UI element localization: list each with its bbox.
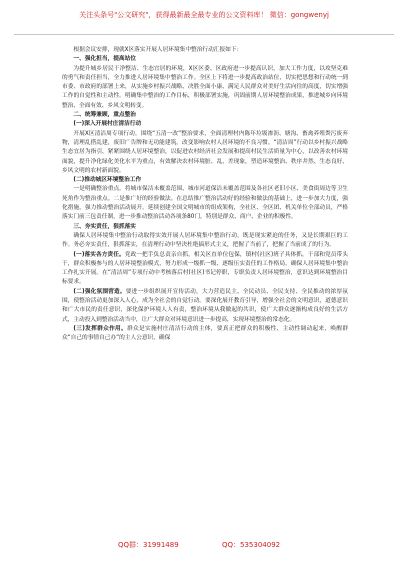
section-2-subtitle-2: (二)推动城区环境整治工作	[73, 177, 142, 184]
header-banner: 关注头条号"公文研究"，获得最新最全最专业的公文资料库！ 微信：gongwenyj	[79, 11, 329, 19]
section-3-paragraph-3	[62, 288, 348, 325]
section-3-paragraph-4	[62, 325, 348, 344]
section-3-text-3: 要进一步组织展开宣传活动，大力营造民主、全民动员、全民支持、全民推动的浓厚氛围，使整治活动更加深入人心，成为全社会的自觉行动。要深化展开教育引导，增强全社会的文明意识，道德意识和广大市民的责任意识，深化保护环境人人有责，整治环境从我做起的共识，使广大群众逐渐构成良好的生活方式，主动投入到整治活动当中，让广大群众对环境意识进一步提高，实现环境整治的常态化。	[62, 288, 348, 323]
section-1-title: 一、强化担当，提高站位	[73, 56, 136, 63]
page-footer	[0, 540, 408, 560]
section-3-paragraph-2	[62, 251, 348, 288]
intro-paragraph: 根据会议安排，现就X区落实开展人居环境集中整治行动汇报如下：	[73, 47, 243, 53]
page-header	[0, 0, 408, 38]
section-3-title: 三、夯实责任，狠抓落实	[73, 223, 136, 230]
section-2-subtitle-1: (一)深入开展村庄清洁行动	[73, 121, 142, 128]
section-3-lead-1: (一)落实各方责任。	[73, 251, 125, 258]
section-3-text-2: 党政一把手负总责亲自抓，相关区直单位包保，镇村(社区)班子具体抓，干部和党员带头干，群众积极参与的人居环境整治模式，努力形成一级抓一级、逐级压实责任的工作格局。确保人居环境集中整治工作扎实开展。在“清洁周”专项行动中考核落后村(社区)书记停职，专职负责人居环境整治，意识达到环境整治目标要求。	[62, 251, 349, 286]
section-2-title: 二、统筹兼顾，重点整治	[73, 112, 136, 119]
footer-qq-group: QQ群：31991489	[118, 541, 179, 549]
section-1-paragraph: 为提升城乡居民干净整洁、生态宜居的环境，X区区委、区政府进一步提高认识，加大工作力度，以攻坚克难的勇气和责任担当，全力推进人居环境集中整治工作。全区上下将进一步提高政治站位，切实把思想和行动统一到市委、市政府的部署上来，从实施乡村振兴战略、决胜全面小康、满足人民群众对美好生活向往的高度，切实增强工作的自觉性和主动性。明确集中整治的工作目标，积极部署实施，巩固前期人居环境整治成果，推进城乡向环境整治、全面有效、乡风文明转变。	[62, 65, 348, 109]
section-3-lead-3: (三)发挥群众作用。	[73, 325, 128, 332]
section-3-lead-2: (二)强化氛围营造。	[73, 288, 126, 295]
footer-qq-contact: QQ：535304092	[222, 541, 281, 549]
section-2-paragraph-1: 开展X区清洁周专项行动。围绕“五清一改”整治要求，全面清理村内陈年垃圾渗沥、塘沟、畜禽养殖粪污废弃物，清理乱搭乱建，废旧广告牌和无功能建筑。改变影响农村人居环境的不良习惯。“清洁周”行动以乡村振兴战略生态宜居为指引，紧紧围绕人居环境整治，以促进农村经济社会发展和提高村民生活质量为中心，以改善农村环境面貌，提升净化绿化美化水平为重点，有效解决农村环境脏、乱、差现象，塑造环境整治、秩序井然、生态良好、乡风文明的农村新面貌。	[62, 130, 348, 174]
section-2-paragraph-2: 一是明确整治重点。将城市保洁未覆盖范围、城市河道保洁未覆盖范围及各社区老旧小区、美食街周边等卫生死角作为整治重点。二是推广好的经验做法。在总结推广整治活动好的经验和做法的基础上，进一步加大力度，强化措施，强力推动整治活动展开。延续创建全国文明城市的组成架构，全社区、全区团、机关单位全部动员，严格落实门前三包责任制，进一步推动整治活动各项条80门，特别是群众、商户、企业的积极性。	[62, 186, 348, 221]
header-divider	[14, 34, 394, 35]
section-3-text-4: 群众是实施村庄清洁行动的主体，要真正把群众的积极性、主动性调动起来，唤醒群众“自己的事情自己办”的主人公意识，确保	[62, 325, 349, 342]
document-body	[62, 46, 348, 344]
section-3-paragraph-1: 确保人居环境集中整治行动取得实效开展人居环境集中整治行动。既是现实紧迫的任务，又是长期艰巨的工作。务必夯实责任，狠抓落实，在清理行动中坚决杜绝搞形式主义，把握了当前了，把握了当前成了的行为。	[62, 232, 348, 249]
